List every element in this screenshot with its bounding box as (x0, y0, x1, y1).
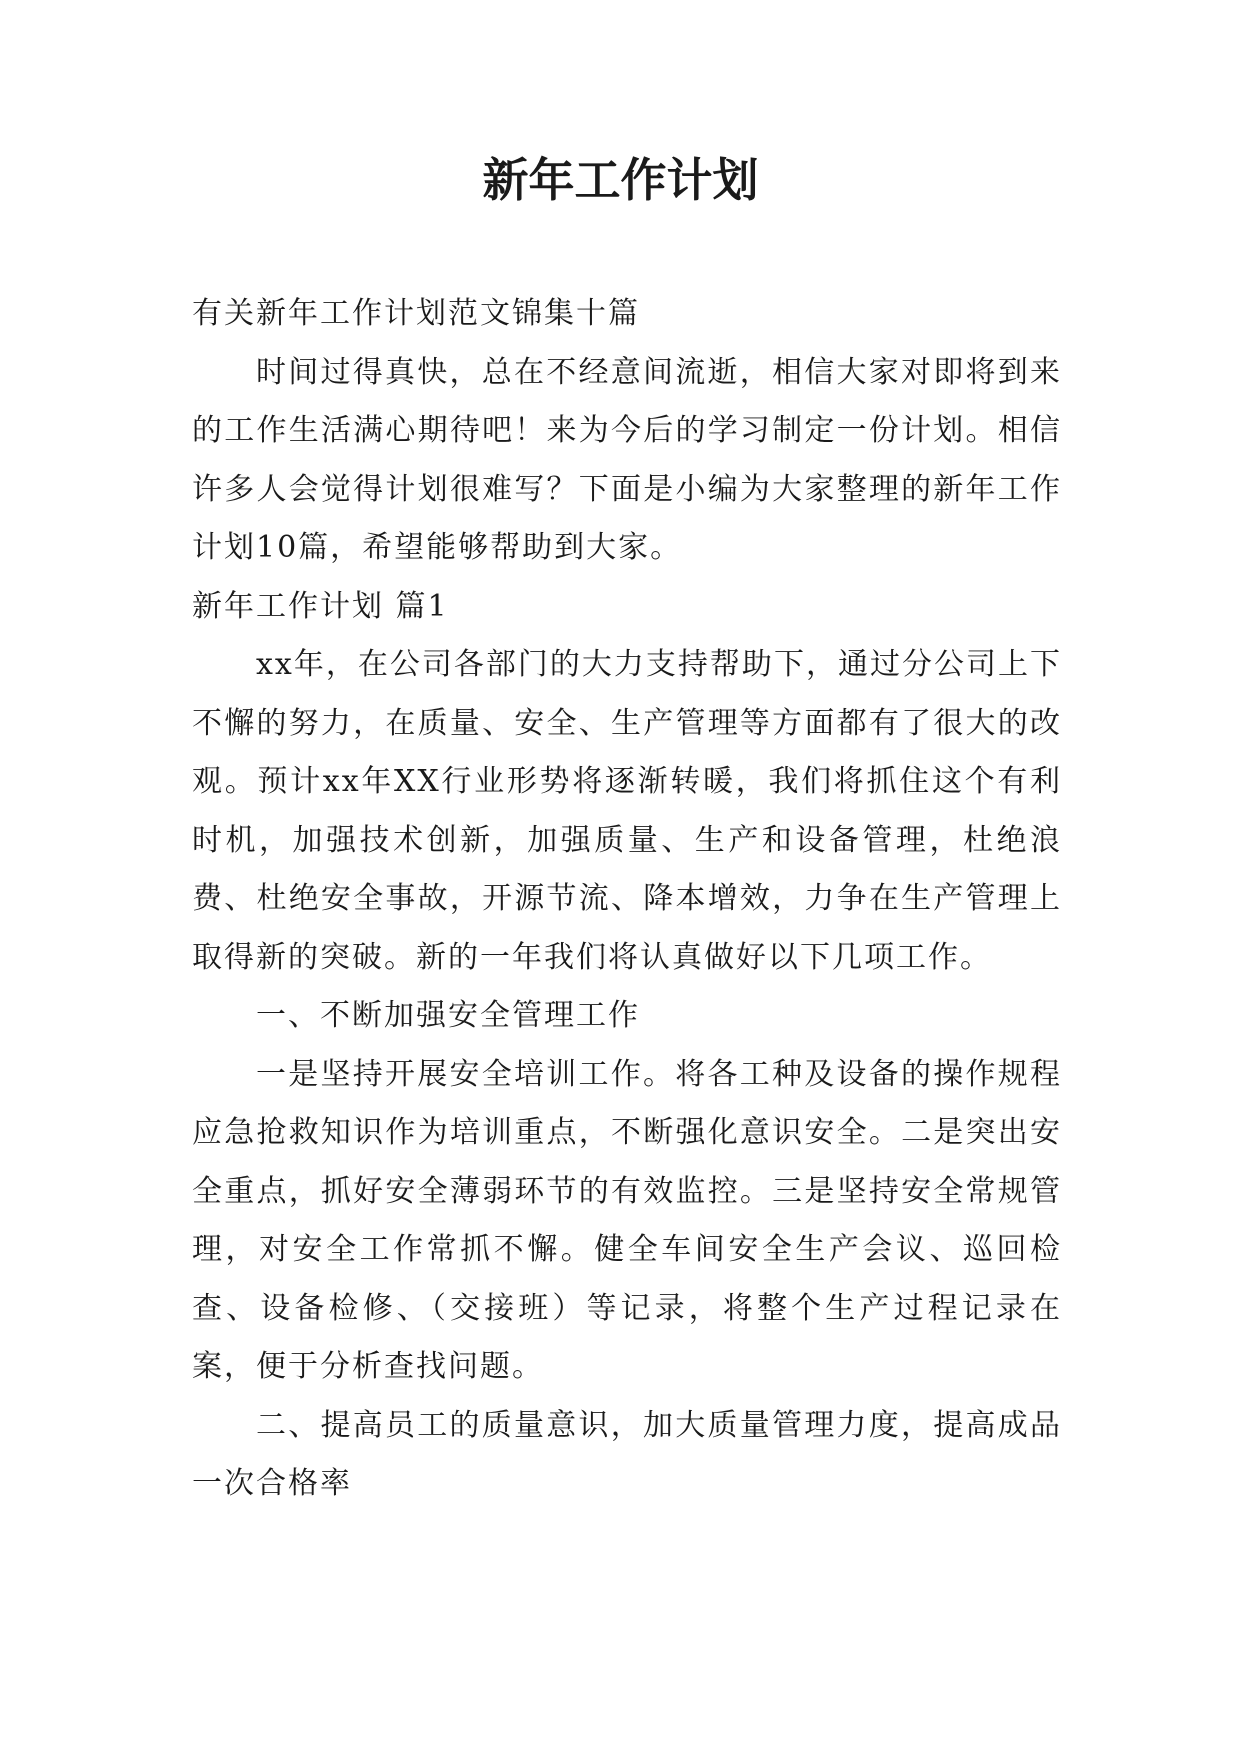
document-paragraph: xx年，在公司各部门的大力支持帮助下，通过分公司上下不懈的努力，在质量、安全、生产管理等方面都有了很大的改观。预计xx年XX行业形势将逐渐转暖，我们将抓住这个有利时机，加强技术创新，加强质量、生产和设备管理，杜绝浪费、杜绝安全事故，开源节流、降本增效，力争在生产管理上取得新的突破。新的一年我们将认真做好以下几项工作。 (192, 647, 1062, 975)
document-paragraph: 时间过得真快，总在不经意间流逝，相信大家对即将到来的工作生活满心期待吧！来为今后的学习制定一份计划。相信许多人会觉得计划很难写？下面是小编为大家整理的新年工作计划10篇，希望能够帮助到大家。 (192, 354, 1062, 565)
document-paragraph: 有关新年工作计划范文锦集十篇 (192, 296, 640, 331)
subsection-heading: 二、提高员工的质量意识，加大质量管理力度，提高成品一次合格率 (192, 1407, 1062, 1501)
subsection-heading: 一、不断加强安全管理工作 (256, 998, 640, 1033)
section-heading: 新年工作计划 篇1 (192, 588, 449, 624)
document-body (192, 285, 1062, 1514)
document-title: 新年工作计划 (482, 153, 759, 207)
document-paragraph: 一是坚持开展安全培训工作。将各工种及设备的操作规程应急抢救知识作为培训重点，不断强化意识安全。二是突出安全重点，抓好安全薄弱环节的有效监控。三是坚持安全常规管理，对安全工作常抓不懈。健全车间安全生产会议、巡回检查、设备检修、（交接班）等记录，将整个生产过程记录在案，便于分析查找问题。 (192, 1056, 1062, 1384)
